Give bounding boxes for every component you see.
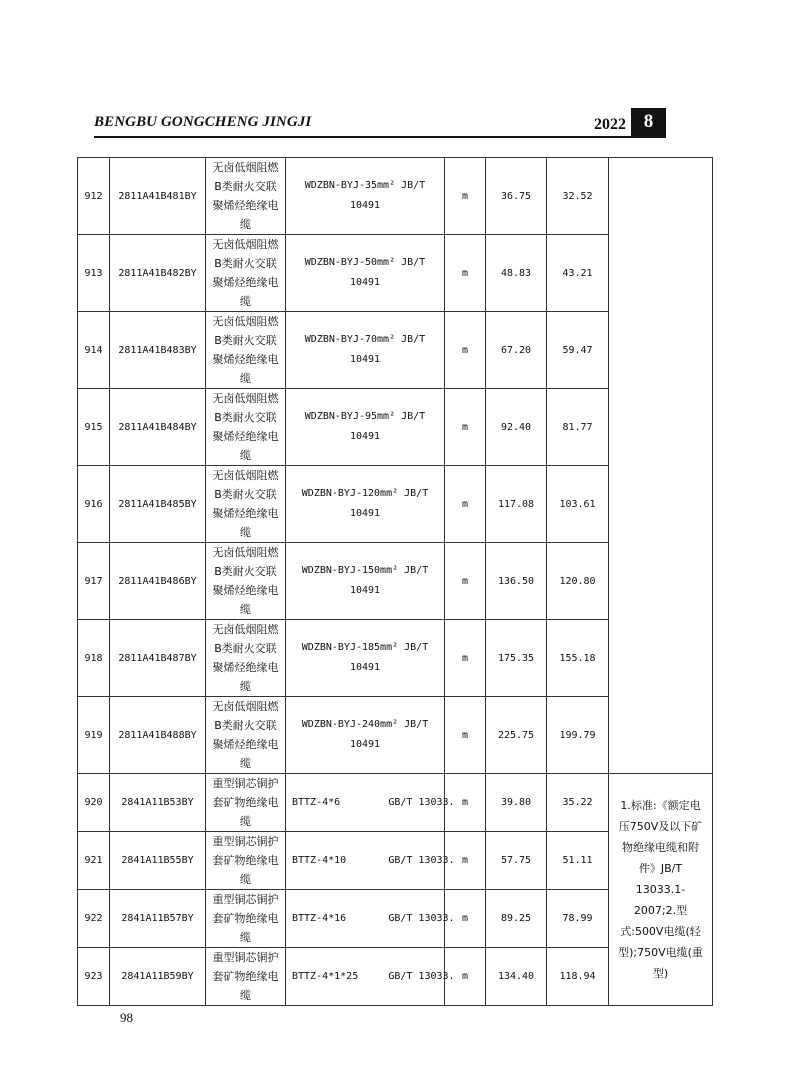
item-spec [286, 466, 445, 543]
price-a: 175.35 [486, 620, 547, 697]
price-b: 81.77 [547, 389, 609, 466]
item-name: 重型铜芯铜护套矿物绝缘电缆 [206, 832, 286, 890]
item-unit: m [445, 466, 486, 543]
price-a: 134.40 [486, 948, 547, 1006]
item-name: 重型铜芯铜护套矿物绝缘电缆 [206, 948, 286, 1006]
item-name: 无卤低烟阻燃B类耐火交联聚烯烃绝缘电缆 [206, 697, 286, 774]
item-unit: m [445, 158, 486, 235]
item-number: 912 [78, 158, 110, 235]
item-spec [286, 697, 445, 774]
spec-model: WDZBN-BYJ-185mm² JB/T [301, 642, 429, 653]
item-code: 2811A41B482BY [110, 235, 206, 312]
price-a: 117.08 [486, 466, 547, 543]
item-spec: BTTZ-4*6 GB/T 13033. [286, 774, 445, 832]
price-a: 67.20 [486, 312, 547, 389]
item-spec [286, 543, 445, 620]
item-unit: m [445, 774, 486, 832]
price-a: 89.25 [486, 890, 547, 948]
spec-standard: 10491 [349, 585, 381, 596]
item-spec [286, 389, 445, 466]
price-b: 32.52 [547, 158, 609, 235]
price-b: 59.47 [547, 312, 609, 389]
price-b: 155.18 [547, 620, 609, 697]
price-b: 35.22 [547, 774, 609, 832]
item-spec [286, 620, 445, 697]
item-code: 2811A41B487BY [110, 620, 206, 697]
remark-cell: 1.标准:《额定电压750V及以下矿物绝缘电缆和附件》JB/T 13033.1-2007;2.型式:500V电缆(轻型);750V电缆(重型) [609, 774, 713, 1006]
price-a: 136.50 [486, 543, 547, 620]
item-name: 无卤低烟阻燃B类耐火交联聚烯烃绝缘电缆 [206, 466, 286, 543]
price-b: 78.99 [547, 890, 609, 948]
item-unit: m [445, 890, 486, 948]
item-code: 2811A41B481BY [110, 158, 206, 235]
item-name: 无卤低烟阻燃B类耐火交联聚烯烃绝缘电缆 [206, 312, 286, 389]
price-a: 92.40 [486, 389, 547, 466]
spec-model: WDZBN-BYJ-35mm² JB/T [304, 180, 426, 191]
item-spec [286, 235, 445, 312]
item-code: 2841A11B57BY [110, 890, 206, 948]
spec-standard: 10491 [349, 739, 381, 750]
issue-year: 2022 [594, 116, 626, 133]
item-code: 2811A41B488BY [110, 697, 206, 774]
item-number: 920 [78, 774, 110, 832]
item-code: 2841A11B53BY [110, 774, 206, 832]
item-code: 2841A11B59BY [110, 948, 206, 1006]
item-name: 无卤低烟阻燃B类耐火交联聚烯烃绝缘电缆 [206, 543, 286, 620]
price-b: 120.80 [547, 543, 609, 620]
item-spec [286, 158, 445, 235]
item-name: 无卤低烟阻燃B类耐火交联聚烯烃绝缘电缆 [206, 158, 286, 235]
item-number: 916 [78, 466, 110, 543]
price-table [77, 157, 713, 1006]
price-a: 36.75 [486, 158, 547, 235]
item-unit: m [445, 235, 486, 312]
item-spec: BTTZ-4*10 GB/T 13033. [286, 832, 445, 890]
item-number: 921 [78, 832, 110, 890]
spec-model: WDZBN-BYJ-70mm² JB/T [304, 334, 426, 345]
price-a: 39.80 [486, 774, 547, 832]
spec-standard: 10491 [349, 200, 381, 211]
item-number: 923 [78, 948, 110, 1006]
item-name: 无卤低烟阻燃B类耐火交联聚烯烃绝缘电缆 [206, 620, 286, 697]
item-name: 无卤低烟阻燃B类耐火交联聚烯烃绝缘电缆 [206, 235, 286, 312]
item-unit: m [445, 389, 486, 466]
spec-model: WDZBN-BYJ-150mm² JB/T [301, 565, 429, 576]
remark-cell-empty [609, 158, 713, 774]
price-b: 103.61 [547, 466, 609, 543]
item-code: 2841A11B55BY [110, 832, 206, 890]
journal-title: BENGBU GONGCHENG JINGJI [94, 114, 312, 130]
item-spec: BTTZ-4*1*25 GB/T 13033. [286, 948, 445, 1006]
spec-standard: 10491 [349, 354, 381, 365]
spec-model: WDZBN-BYJ-95mm² JB/T [304, 411, 426, 422]
spec-model: WDZBN-BYJ-50mm² JB/T [304, 257, 426, 268]
item-unit: m [445, 620, 486, 697]
spec-standard: 10491 [349, 277, 381, 288]
item-unit: m [445, 948, 486, 1006]
price-a: 48.83 [486, 235, 547, 312]
running-header [94, 108, 666, 138]
item-number: 914 [78, 312, 110, 389]
spec-standard: 10491 [349, 662, 381, 673]
page-number: 98 [120, 1010, 133, 1025]
price-b: 51.11 [547, 832, 609, 890]
item-name: 重型铜芯铜护套矿物绝缘电缆 [206, 890, 286, 948]
price-b: 43.21 [547, 235, 609, 312]
item-number: 922 [78, 890, 110, 948]
item-unit: m [445, 832, 486, 890]
item-number: 917 [78, 543, 110, 620]
item-unit: m [445, 312, 486, 389]
item-code: 2811A41B486BY [110, 543, 206, 620]
item-number: 913 [78, 235, 110, 312]
spec-standard: 10491 [349, 431, 381, 442]
issue-number-badge: 8 [631, 108, 666, 136]
price-b: 199.79 [547, 697, 609, 774]
item-code: 2811A41B483BY [110, 312, 206, 389]
item-spec [286, 312, 445, 389]
item-code: 2811A41B484BY [110, 389, 206, 466]
item-name: 无卤低烟阻燃B类耐火交联聚烯烃绝缘电缆 [206, 389, 286, 466]
item-number: 915 [78, 389, 110, 466]
spec-model: WDZBN-BYJ-120mm² JB/T [301, 488, 429, 499]
table-row [78, 774, 713, 832]
item-name: 重型铜芯铜护套矿物绝缘电缆 [206, 774, 286, 832]
price-a: 57.75 [486, 832, 547, 890]
item-number: 919 [78, 697, 110, 774]
item-unit: m [445, 697, 486, 774]
header-rule [94, 136, 666, 138]
spec-standard: 10491 [349, 508, 381, 519]
price-a: 225.75 [486, 697, 547, 774]
price-b: 118.94 [547, 948, 609, 1006]
table-row [78, 158, 713, 235]
item-unit: m [445, 543, 486, 620]
item-code: 2811A41B485BY [110, 466, 206, 543]
spec-model: WDZBN-BYJ-240mm² JB/T [301, 719, 429, 730]
item-spec: BTTZ-4*16 GB/T 13033. [286, 890, 445, 948]
item-number: 918 [78, 620, 110, 697]
